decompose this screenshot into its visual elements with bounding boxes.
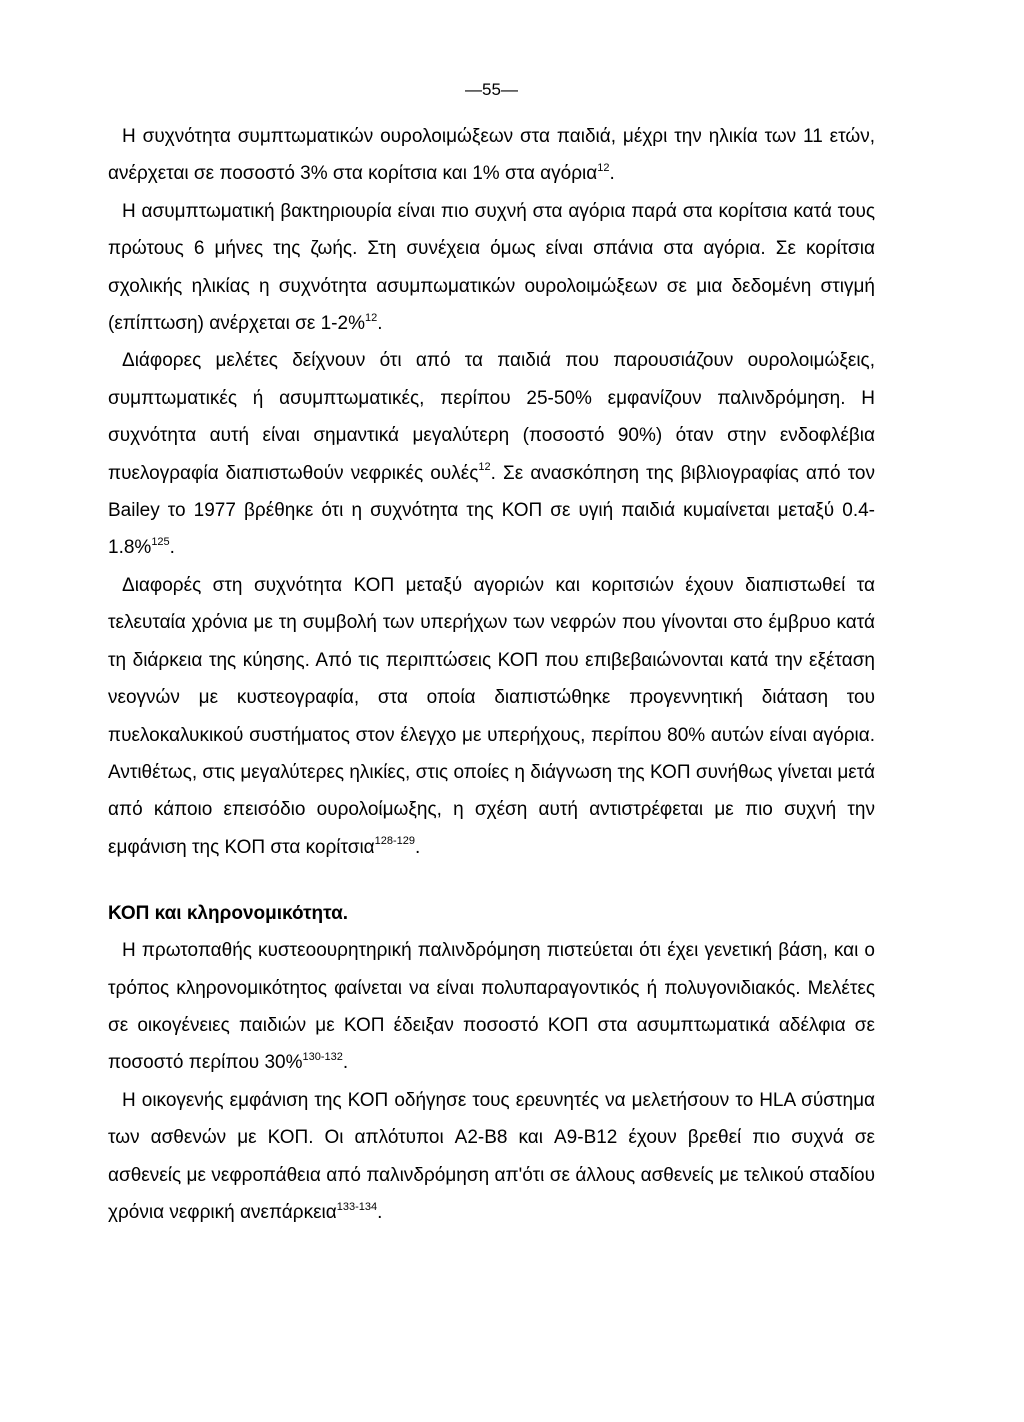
citation-ref: 130-132 (302, 1051, 343, 1064)
citation-ref: 125 (151, 536, 170, 549)
paragraph-hla-system (108, 1082, 875, 1232)
paragraph-sex-differences (108, 567, 875, 866)
paragraph-text: Η ασυμπτωματική βακτηριουρία είναι πιο συχνή στα αγόρια παρά στα κορίτσια κατά τους πρώτους 6 μήνες της ζωής. Στη συνέχεια όμως είναι σπάνια στα αγόρια. Σε κορίτσια σχολικής ηλικίας η συχνότητα ασυμπωματικών ουρολοιμώξεων σε μια δεδομένη στιγμή (επίπτωση) ανέρχεται σε 1-2% (108, 200, 875, 335)
paragraph-text: Η συχνότητα συμπτωματικών ουρολοιμώξεων στα παιδιά, μέχρι την ηλικία των 11 ετών, ανέρχεται σε ποσοστό 3% στα κορίτσια και 1% στα αγόρια (108, 126, 875, 185)
paragraph-tail: . (342, 1052, 349, 1074)
paragraph-tail: . (377, 1201, 383, 1223)
paragraph-uti-frequency (108, 118, 875, 193)
paragraph-text: Η πρωτοπαθής κυστεοουρητηρική παλινδρόμηση πιστεύεται ότι έχει γενετική βάση, και ο τρόπος κληρονομικότητος φαίνεται να είναι πολυπαραγοντικός ή πολυγονιδιακός. Μελέτες σε οικογένειες παιδιών με ΚΟΠ έδειξαν ποσοστό ΚΟΠ στα ασυμπτωματικά αδέλφια σε ποσοστό περίπου 30% (108, 940, 875, 1074)
paragraph-text: Η οικογενής εμφάνιση της ΚΟΠ οδήγησε τους ερευνητές να μελετήσουν το HLA σύστημα των ασθενών με ΚΟΠ. Οι απλότυποι A2-B8 και A9-B12 έχουν βρεθεί πιο συχνά σε ασθενείς με νεφροπάθεια από παλινδρόμηση απ'ότι σε άλλους ασθενείς με τελικού σταδίου χρόνια νεφρική ανεπάρκεια (108, 1089, 875, 1223)
paragraph-genetic-basis (108, 932, 875, 1082)
paragraph-tail: . (169, 537, 175, 559)
paragraph-tail: . (609, 163, 615, 185)
document-page (108, 80, 875, 1380)
paragraph-tail: . (377, 313, 383, 335)
paragraph-text: Διαφορές στη συχνότητα ΚΟΠ μεταξύ αγοριών και κοριτσιών έχουν διαπιστωθεί τα τελευταία χρόνια με τη συμβολή των υπερήχων των νεφρών που γίνονται στο έμβρυο κατά τη διάρκεια της κύησης. Από τις περιπτώσεις ΚΟΠ που επιβεβαιώνονται κατά την εξέταση νεογνών με κυστεογραφία, στα οποία διαπιστώθηκε προγεννητική διάταση του πυελοκαλυκικού συστήματος στον έλεγχο με υπερήχους, περίπου 80% αυτών είναι αγόρια. Αντιθέτως, στις μεγαλύτερες ηλικίες, στις οποίες η διάγνωση της ΚΟΠ συνήθως γίνεται μετά από κάποιο επεισόδιο ουρολοίμωξης, η σχέση αυτή αντιστρέφεται με πιο συχνή την εμφάνιση της ΚΟΠ στα κορίτσια (108, 574, 875, 858)
citation-ref: 133-134 (336, 1200, 378, 1213)
paragraph-asymptomatic-bacteriuria (108, 193, 875, 343)
citation-ref: 12 (478, 461, 491, 474)
citation-ref: 12 (364, 311, 378, 324)
paragraph-reflux-studies (108, 342, 875, 566)
citation-ref: 12 (597, 162, 610, 175)
section-heading: ΚΟΠ και κληρονομικότητα. (108, 903, 349, 925)
paragraph-text-continued: . Σε ανασκόπηση της βιβλιογραφίας από τον Bailey το 1977 βρέθηκε ότι η συχνότητα της ΚΟΠ σε υγιή παιδιά κυμαίνεται μεταξύ 0.4-1.8% (108, 462, 875, 559)
citation-ref: 128-129 (374, 835, 416, 848)
paragraph-tail: . (415, 836, 421, 858)
paragraph-text: Διάφορες μελέτες δείχνουν ότι από τα παιδιά που παρουσιάζουν ουρολοιμώξεις, συμπτωματικές ή ασυμπτωματικές, περίπου 25-50% εμφανίζουν παλινδρόμηση. Η συχνότητα αυτή είναι σημαντικά μεγαλύτερη (ποσοστό 90%) όταν στην ενδοφλέβια πυελογραφία διαπιστωθούν νεφρικές ουλές (108, 350, 875, 484)
section-spacer (108, 866, 875, 896)
page-number: —55— (465, 80, 518, 99)
